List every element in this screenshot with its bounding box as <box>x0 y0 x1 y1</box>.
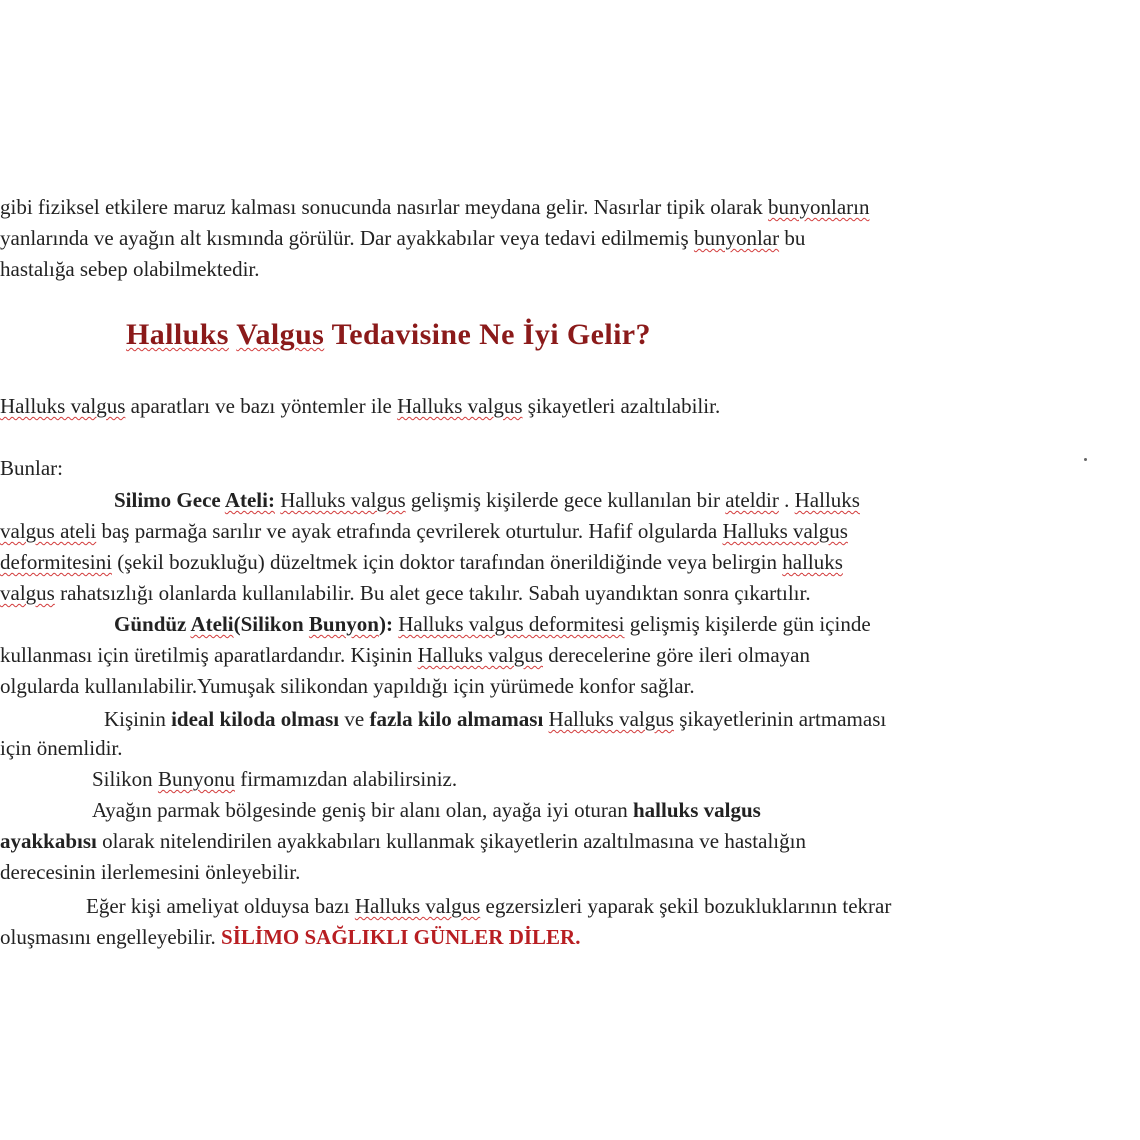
day-splint-line-3 <box>0 673 695 699</box>
text-run: olgularda kullanılabilir.Yumuşak silikondan yapıldığı için yürümede konfor sağlar. <box>0 674 695 698</box>
text-run: Ayağın parmak bölgesinde geniş bir alanı olan, ayağa iyi oturan <box>92 798 633 822</box>
bold-phrase: halluks valgus <box>633 798 761 822</box>
night-splint-line-4 <box>0 580 811 606</box>
text-run: Silikon <box>92 767 158 791</box>
misspelled-word[interactable]: bunyonların <box>768 195 870 219</box>
text-run: gelişmiş kişilerde gece kullanılan bir <box>405 488 726 512</box>
misspelled-word[interactable]: Halluks valgus <box>354 894 481 918</box>
intro-line-1 <box>0 194 869 220</box>
misspelled-word[interactable]: Halluks valgus deformitesi <box>398 612 625 636</box>
text-run: derecesinin ilerlemesini önleyebilir. <box>0 860 301 884</box>
item-title: ): <box>378 612 393 636</box>
surgery-line-1 <box>86 893 891 919</box>
misspelled-word[interactable]: Halluks valgus <box>417 643 543 667</box>
item-title-word: Ateli <box>190 612 234 636</box>
stray-dot <box>1084 458 1087 461</box>
misspelled-word[interactable]: Halluks <box>794 488 860 512</box>
text-run: oluşmasını engelleyebilir. <box>0 925 222 949</box>
text-run: egzersizleri yaparak şekil bozukluklarının tekrar <box>480 894 892 918</box>
day-splint-line-1 <box>114 611 871 637</box>
misspelled-word[interactable]: deformitesini <box>0 550 112 574</box>
text-run: . <box>778 488 795 512</box>
item-title: Silimo Gece <box>114 488 225 512</box>
lead-paragraph <box>0 393 720 419</box>
text-run: şikayetleri azaltılabilir. <box>522 394 721 418</box>
closing-message: SİLİMO SAĞLIKLI GÜNLER DİLER. <box>221 925 581 949</box>
text-run: hastalığa sebep olabilmektedir. <box>0 257 260 281</box>
text-run: Eğer kişi ameliyat olduysa bazı <box>86 894 355 918</box>
misspelled-word[interactable]: Halluks valgus <box>397 394 523 418</box>
misspelled-word[interactable]: Halluks valgus <box>280 488 406 512</box>
weight-line-1 <box>104 706 886 732</box>
bold-phrase: ideal kiloda olması <box>171 707 340 731</box>
text-run: gelişmiş kişilerde gün içinde <box>624 612 871 636</box>
text-run: firmamızdan alabilirsiniz. <box>234 767 458 791</box>
bold-phrase: fazla kilo almaması <box>369 707 544 731</box>
text-run: Kişinin <box>104 707 172 731</box>
intro-line-2 <box>0 225 805 251</box>
heading-word: Valgus <box>236 318 325 351</box>
misspelled-word[interactable]: Halluks valgus <box>548 707 674 731</box>
firm-line <box>92 766 457 792</box>
text-run: aparatları ve bazı yöntemler ile <box>125 394 398 418</box>
text-run: rahatsızlığı olanlarda kullanılabilir. Bu alet gece takılır. Sabah uyandıktan sonra çıkartılır. <box>54 581 811 605</box>
surgery-line-2 <box>0 924 580 950</box>
night-splint-line-3 <box>0 549 843 575</box>
text-run: yanlarında ve ayağın alt kısmında görülür. Dar ayakkabılar veya tedavi edilmemiş <box>0 226 694 250</box>
text-run: Bunlar: <box>0 456 63 480</box>
misspelled-word[interactable]: Halluks valgus <box>0 394 126 418</box>
intro-line-3 <box>0 256 260 282</box>
shoes-line-3 <box>0 859 300 885</box>
item-title: (Silikon <box>233 612 309 636</box>
heading-word: Halluks <box>126 318 229 351</box>
text-run: şikayetlerinin artmaması <box>673 707 887 731</box>
misspelled-word[interactable]: valgus <box>0 581 55 605</box>
night-splint-line-2 <box>0 518 848 544</box>
bold-phrase: ayakkabısı <box>0 829 97 853</box>
text-run: bu <box>779 226 806 250</box>
day-splint-line-2 <box>0 642 810 668</box>
heading-rest: Tedavisine Ne İyi Gelir? <box>324 318 651 351</box>
text-run: ve <box>339 707 370 731</box>
item-title: Gündüz <box>114 612 191 636</box>
weight-line-2 <box>0 735 122 761</box>
text-run: (şekil bozukluğu) düzeltmek için doktor tarafından önerildiğinde veya belirgin <box>111 550 783 574</box>
shoes-line-1 <box>92 797 761 823</box>
text-run: baş parmağa sarılır ve ayak etrafında çevrilerek oturtulur. Hafif olgularda <box>96 519 723 543</box>
text-run: kullanması için üretilmiş aparatlardandır. Kişinin <box>0 643 418 667</box>
text-run: gibi fiziksel etkilere maruz kalması sonucunda nasırlar meydana gelir. Nasırlar tipik olarak <box>0 195 768 219</box>
shoes-line-2 <box>0 828 806 854</box>
text-run: olarak nitelendirilen ayakkabıları kullanmak şikayetlerin azaltılmasına ve hastalığın <box>96 829 806 853</box>
text-run: için önemlidir. <box>0 736 123 760</box>
misspelled-word[interactable]: halluks <box>782 550 843 574</box>
section-heading <box>126 318 651 352</box>
misspelled-word[interactable]: Bunyonu <box>157 767 235 791</box>
text-run: derecelerine göre ileri olmayan <box>542 643 811 667</box>
misspelled-word[interactable]: Halluks valgus <box>722 519 848 543</box>
misspelled-word[interactable]: valgus ateli <box>0 519 97 543</box>
item-title-word: Ateli: <box>224 488 275 512</box>
item-title-word: Bunyon <box>308 612 379 636</box>
misspelled-word[interactable]: ateldir <box>725 488 779 512</box>
list-intro <box>0 455 63 481</box>
misspelled-word[interactable]: bunyonlar <box>693 226 780 250</box>
night-splint-line-1 <box>114 487 860 513</box>
